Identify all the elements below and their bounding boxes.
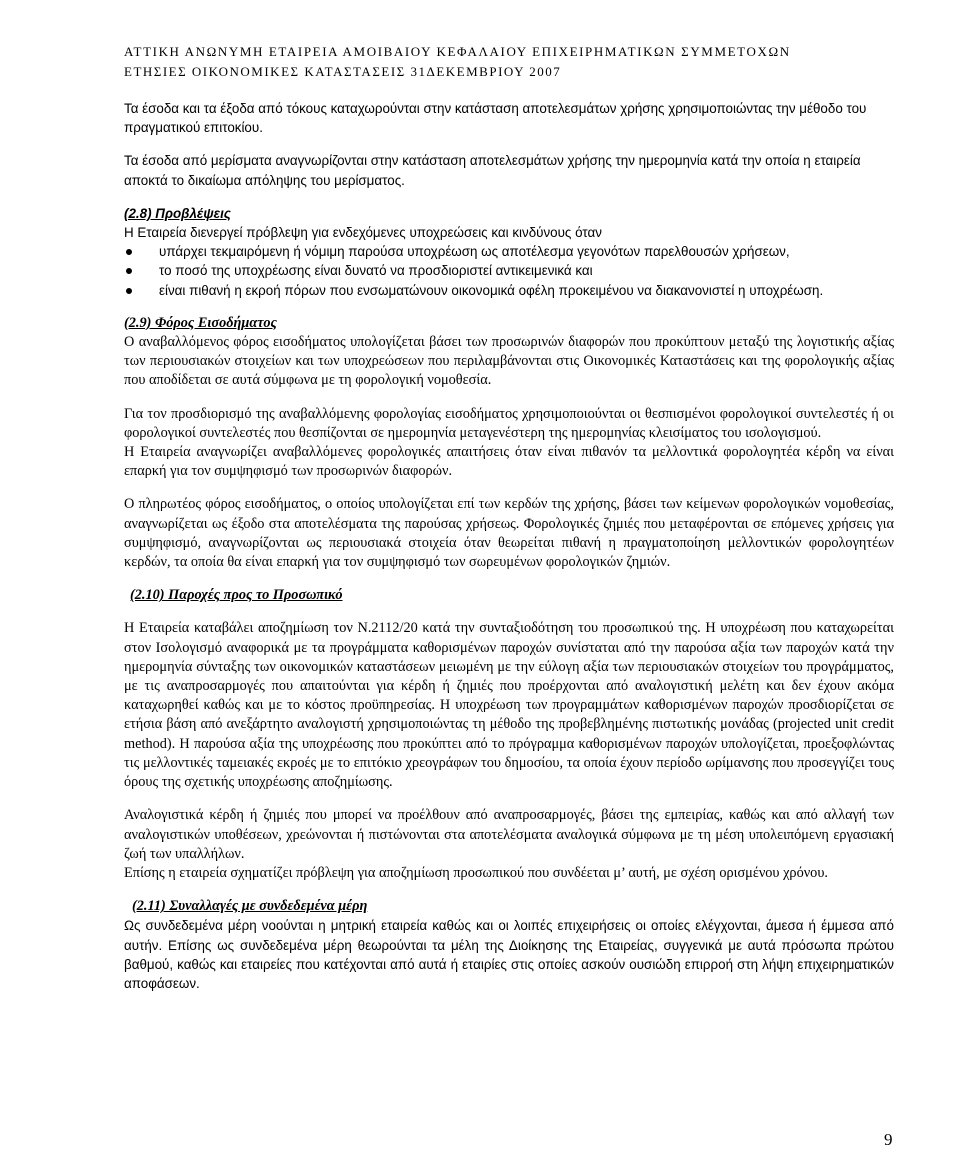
list-item-text: το ποσό της υποχρέωσης είναι δυνατό να προσδιοριστεί αντικειμενικά και bbox=[159, 263, 593, 279]
paragraph-defined-benefits: Η Εταιρεία καταβάλει αποζημίωση τον Ν.2112/20 κατά την συνταξιοδότηση του προσωπικού της. Η υποχρέωση που καταχωρείται στον Ισολογισμό αναφορικά με τα προγράμματα καθορισμένων παροχών συνίσταται από την παρούσα αξία των παροχών κατά την ημερομηνία σύνταξης των οικονομικών καταστάσεων μειωμένη με την εύλογη αξία των περιουσιακών στοιχείων του προγράμματος, με τις αναπροσαρμογές που απαιτούνται για κέρδη ή ζημιές που προέρχονται από αναλογιστική μελέτη και δεν έχουν ακόμα καταχωρηθεί καθώς και με το κόστος προϋπηρεσίας. Η υποχρέωση των προγραμμάτων καθορισμένων παροχών προσδιορίζεται σε ετήσια βάση από ανεξάρτητο αναλογιστή χρησιμοποιώντας τη μέθοδο της προβεβλημένης πιστωτικής μονάδας (projected unit credit method). Η παρούσα αξία της υποχρέωσης που προκύπτει από το πρόγραμμα καθορισμένων παροχών υπολογίζεται, προεξοφλώντας τις μελλοντικές ταμειακές εκροές με το επιτόκιο χρεογράφων του δημοσίου, τα οποία έχουν περίοδο ωρίμανσης που προσεγγίζει τους όρους της σχετικής υποχρέωσης αποζημίωσης. bbox=[124, 620, 894, 791]
paragraph-actuarial-gains: Αναλογιστικά κέρδη ή ζημιές που μπορεί να προέλθουν από αναπροσαρμογές, βάσει της εμπειρίας, καθώς και από αλλαγή των αναλογιστικών υποθέσεων, χρεώνονται ή πιστώνονται στα αποτελέσματα αναλογικά σύμφωνα με τη μέση υπολειπόμενη εργασιακή ζωή των υπαλλήλων. bbox=[124, 807, 894, 862]
page-number: 9 bbox=[884, 1130, 893, 1149]
paragraph-deferred-tax-assets: Η Εταιρεία αναγνωρίζει αναβαλλόμενες φορολογικές απαιτήσεις όταν είναι πιθανόν τα μελλοντικά φορολογητέα κέρδη να είναι επαρκή για τον συμψηφισμό των προσωρινών διαφορών. bbox=[124, 444, 894, 480]
list-item bbox=[124, 242, 894, 261]
bullet-icon bbox=[126, 249, 132, 255]
header-company-name: ΑΤΤΙΚΗ ΑΝΩΝΥΜΗ ΕΤΑΙΡΕΙΑ ΑΜΟΙΒΑΙΟΥ ΚΕΦΑΛΑΙΟΥ ΕΠΙΧΕΙΡΗΜΑΤΙΚΩΝ ΣΥΜΜΕΤΟΧΩΝ bbox=[124, 44, 791, 59]
section-heading-related-parties: (2.11) Συναλλαγές με συνδεδεμένα μέρη bbox=[132, 898, 368, 915]
list-item bbox=[124, 261, 894, 280]
list-item-text: είναι πιθανή η εκροή πόρων που ενσωματώνουν οικονομικά οφέλη προκειμένου να διακανονιστεί η υποχρέωση. bbox=[159, 282, 824, 298]
paragraph-dividend-income: Τα έσοδα από μερίσματα αναγνωρίζονται στην κατάσταση αποτελεσμάτων χρήσης την ημερομηνία κατά την οποία η εταιρεία αποκτά το δικαίωμα απόληψης του μερίσματος. bbox=[124, 153, 861, 188]
paragraph-related-parties: Ως συνδεδεμένα μέρη νοούνται η μητρική εταιρεία καθώς και οι λοιπές επιχειρήσεις οι οποίες ελέγχονται, άμεσα ή έμμεσα από αυτήν. Επίσης ως συνδεδεμένα μέρη θεωρούνται τα μέλη της Διοίκησης της Εταιρείας, συγγενικά με αυτά πρόσωπα πρώτου βαθμού, καθώς και εταιρείες που κατέχονται από αυτά ή εταιρίες στις οποίες ασκούν ουσιώδη επιρροή στη λήψη επιχειρηματικών αποφάσεων. bbox=[124, 918, 894, 991]
paragraph-interest-income: Τα έσοδα και τα έξοδα από τόκους καταχωρούνται στην κατάσταση αποτελεσμάτων χρήσης χρησιμοποιώντας την μέθοδο του πραγματικού επιτοκίου. bbox=[124, 101, 867, 136]
section-heading-employee-benefits: (2.10) Παροχές προς το Προσωπικό bbox=[130, 587, 343, 604]
paragraph-provisions-lead: Η Εταιρεία διενεργεί πρόβλεψη για ενδεχόμενες υποχρεώσεις και κινδύνους όταν bbox=[124, 225, 602, 241]
provisions-bullet-list bbox=[124, 242, 894, 300]
bullet-icon bbox=[126, 288, 132, 294]
paragraph-tax-rates: Για τον προσδιορισμό της αναβαλλόμενης φορολογίας εισοδήματος χρησιμοποιούνται οι θεσπισμένοι φορολογικοί συντελεστές ή οι φορολογικοί συντελεστές που θεσπίζονται σε ημερομηνία μεταγενέστερη της ημερομηνίας κλεισίματος του ισολογισμού. bbox=[124, 405, 894, 441]
page-body bbox=[124, 99, 894, 993]
bullet-icon bbox=[126, 268, 132, 274]
paragraph-current-tax: Ο πληρωτέος φόρος εισοδήματος, ο οποίος υπολογίζεται επί των κερδών της χρήσης, βάσει των κείμενων φορολογικών νομοθεσίας, αναγνωρίζεται ως έξοδο στα αποτελέσματα της παρούσας χρήσεως. Φορολογικές ζημιές που μεταφέρονται σε επόμενες χρήσεις για συμψηφισμό, αναγνωρίζονται ως περιουσιακά στοιχεία όταν θεωρείται πιθανή η πραγματοποίηση μελλοντικών φορολογητέων κερδών, τα οποία θα είναι επαρκή για τον συμψηφισμό των σωρευμένων φορολογικών ζημιών. bbox=[124, 496, 894, 571]
list-item bbox=[124, 281, 894, 300]
paragraph-deferred-tax: Ο αναβαλλόμενος φόρος εισοδήματος υπολογίζεται βάσει των προσωρινών διαφορών που προκύπτουν μεταξύ της λογιστικής αξίας των περιουσιακών στοιχείων και των υποχρεώσεων που περιλαμβάνονται στις Οικονομικές Καταστάσεις και της φορολογικής αξίας που αποδίδεται σε αυτά σύμφωνα με τη φορολογική νομοθεσία. bbox=[124, 334, 894, 389]
paragraph-fixed-term-provision: Επίσης η εταιρεία σχηματίζει πρόβλεψη για αποζημίωση προσωπικού που συνδέεται μ’ αυτή, με σχέση ορισμένου χρόνου. bbox=[124, 864, 828, 881]
header-statements-title: ΕΤΗΣΙΕΣ ΟΙΚΟΝΟΜΙΚΕΣ ΚΑΤΑΣΤΑΣΕΙΣ 31ΔΕΚΕΜΒΡΙΟΥ 2007 bbox=[124, 64, 562, 79]
section-heading-provisions: (2.8) Προβλέψεις bbox=[124, 205, 231, 221]
list-item-text: υπάρχει τεκμαιρόμενη ή νόμιμη παρούσα υποχρέωση ως αποτέλεσμα γεγονότων παρελθουσών χρήσεων, bbox=[159, 244, 790, 260]
section-heading-income-tax: (2.9) Φόρος Εισοδήματος bbox=[124, 314, 277, 331]
